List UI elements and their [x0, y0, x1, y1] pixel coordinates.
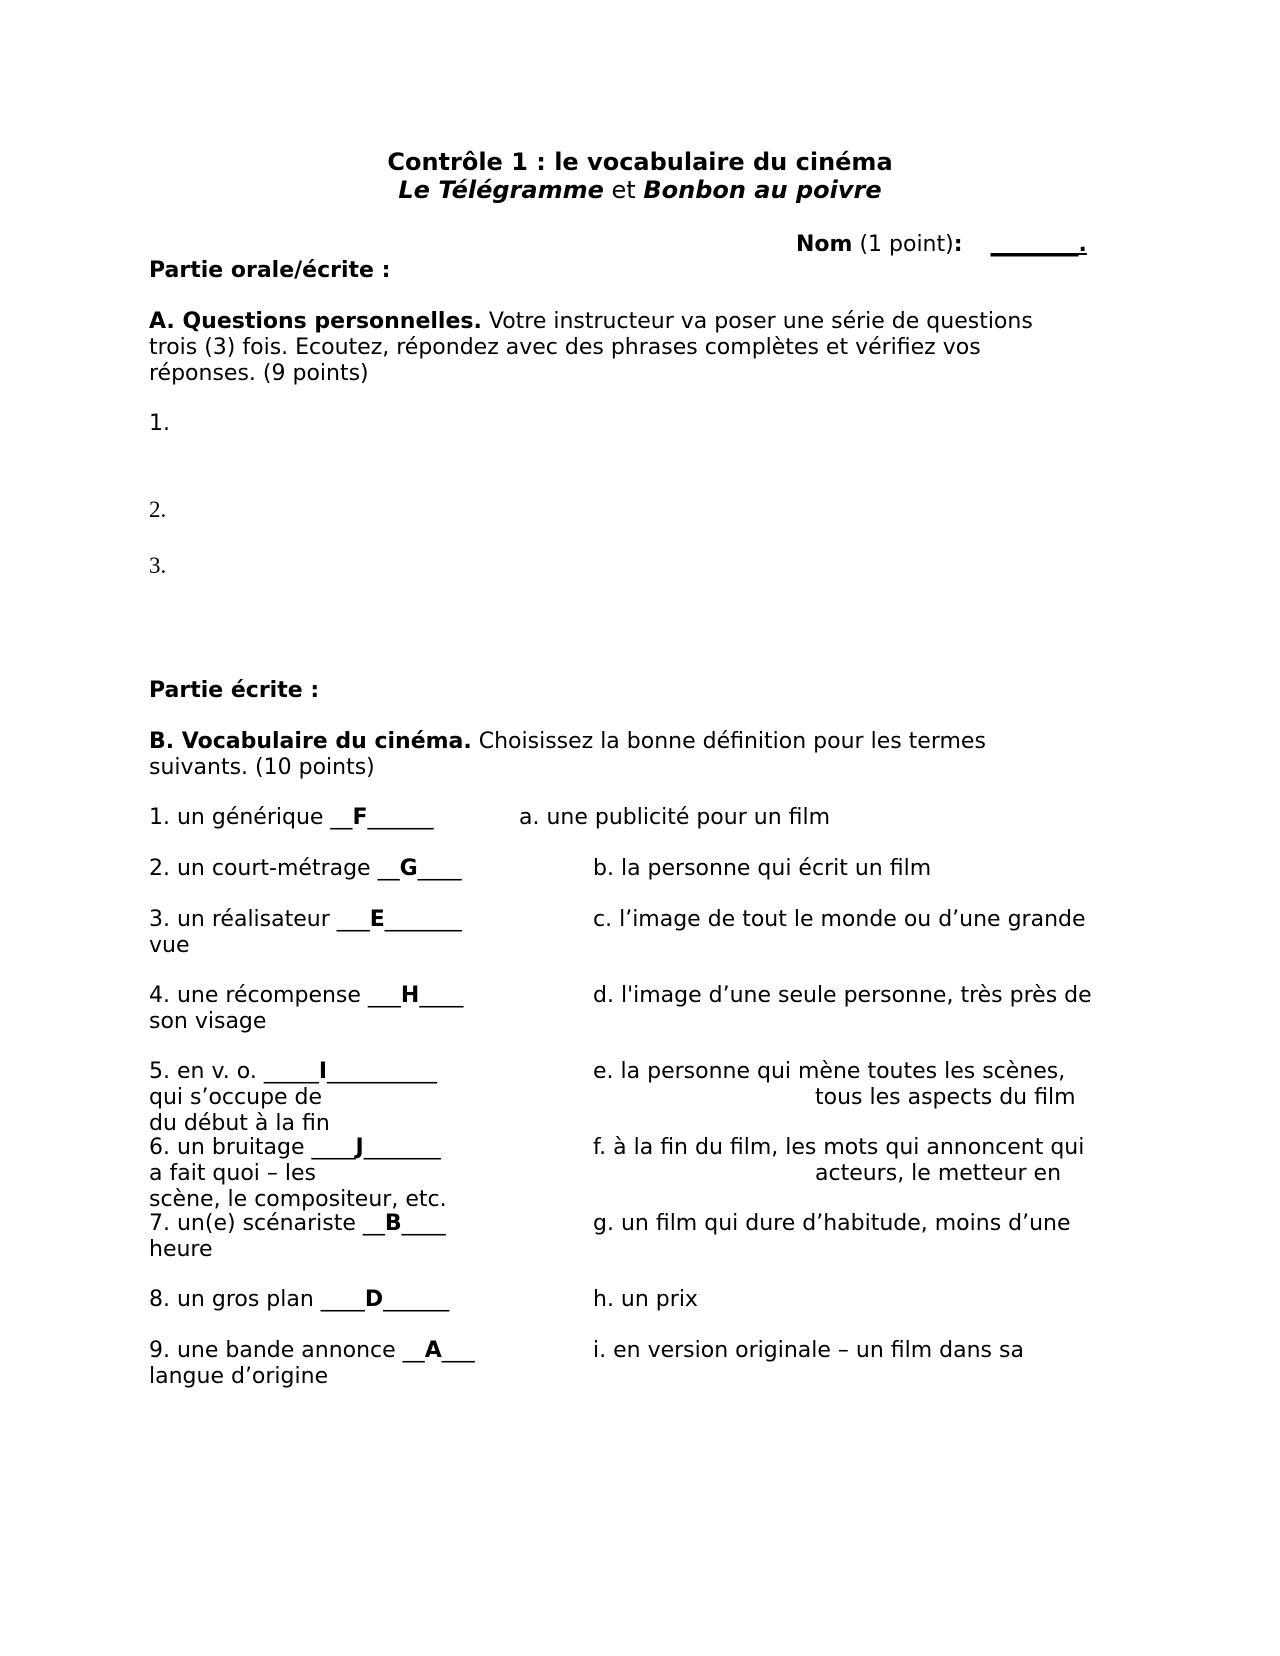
- name-field: [796, 234, 1087, 256]
- answer-7[interactable]: B: [384, 1211, 402, 1236]
- section-b-line-1: B. Vocabulaire du cinéma. Choisissez la bonne définition pour les termes: [149, 729, 986, 754]
- term-2: 2. un court-métrage __G____: [149, 856, 462, 881]
- answer-3[interactable]: E: [369, 907, 385, 932]
- term-9-wrap: langue d’origine: [149, 1364, 329, 1389]
- term-5: 5. en v. o. _____I__________: [149, 1059, 437, 1084]
- section-b-label: B. Vocabulaire du cinéma.: [149, 729, 472, 754]
- term-4-wrap: son visage: [149, 1009, 267, 1034]
- term-3: 3. un réalisateur ___E_______: [149, 907, 462, 932]
- definition-h: h. un prix: [593, 1287, 698, 1312]
- term-3-wrap: vue: [149, 933, 190, 958]
- subtitle-film-2: Bonbon au poivre: [643, 176, 882, 204]
- term-5-wrap: qui s’occupe de: [149, 1085, 323, 1110]
- subtitle-and: et: [603, 176, 644, 204]
- name-colon: :: [953, 232, 963, 257]
- answer-2[interactable]: G: [399, 856, 418, 881]
- definition-a: a. une publicité pour un film: [519, 805, 831, 830]
- section-a-label: A. Questions personnelles.: [149, 309, 482, 334]
- term-7: 7. un(e) scénariste __B____: [149, 1211, 446, 1236]
- answer-1[interactable]: F: [352, 805, 368, 830]
- term-8: 8. un gros plan ____D______: [149, 1287, 450, 1312]
- answer-9[interactable]: A: [424, 1338, 442, 1363]
- term-6-wrap: a fait quoi – les: [149, 1161, 317, 1186]
- definition-e-cont: tous les aspects du film: [815, 1085, 1076, 1110]
- name-blank[interactable]: ________.: [990, 232, 1087, 257]
- term-9: 9. une bande annonce __A___: [149, 1338, 475, 1363]
- definition-g: g. un film qui dure d’habitude, moins d’une: [593, 1211, 1071, 1236]
- term-6: 6. un bruitage ____J_______: [149, 1135, 441, 1160]
- definition-b: b. la personne qui écrit un film: [593, 856, 932, 881]
- part-written-heading: Partie écrite :: [149, 678, 320, 703]
- name-label: Nom: [796, 232, 853, 257]
- definition-c: c. l’image de tout le monde ou d’une grande: [593, 907, 1086, 932]
- part-oral-heading: Partie orale/écrite :: [149, 258, 391, 283]
- subtitle-film-1: Le Télégramme: [398, 176, 604, 204]
- term-7-wrap: heure: [149, 1237, 213, 1262]
- term-5-wrap-2: du début à la fin: [149, 1111, 330, 1136]
- section-a-line-1: A. Questions personnelles. Votre instructeur va poser une série de questions: [149, 309, 1033, 334]
- answer-4[interactable]: H: [400, 983, 420, 1008]
- term-6-wrap-2: scène, le compositeur, etc.: [149, 1187, 447, 1212]
- question-1-number: 1.: [149, 411, 170, 436]
- answer-8[interactable]: D: [364, 1287, 384, 1312]
- question-3-number: 3.: [149, 553, 167, 578]
- name-points: (1 point): [852, 232, 954, 257]
- section-a-line-3: réponses. (9 points): [149, 361, 369, 386]
- section-b-line-2: suivants. (10 points): [149, 755, 375, 780]
- definition-e: e. la personne qui mène toutes les scènes,: [593, 1059, 1066, 1084]
- answer-6[interactable]: J: [355, 1135, 364, 1160]
- definition-d: d. l'image d’une seule personne, très près de: [593, 983, 1092, 1008]
- document-title: Contrôle 1 : le vocabulaire du cinéma: [387, 148, 893, 176]
- definition-i: i. en version originale – un film dans sa: [593, 1338, 1024, 1363]
- document-subtitle: [0, 178, 1280, 202]
- definition-f-cont: acteurs, le metteur en: [815, 1161, 1062, 1186]
- answer-5[interactable]: I: [318, 1059, 327, 1084]
- term-1: 1. un générique __F______: [149, 805, 434, 830]
- section-a-line-2: trois (3) fois. Ecoutez, répondez avec des phrases complètes et vérifiez vos: [149, 335, 981, 360]
- question-2-number: 2.: [149, 497, 167, 522]
- definition-f: f. à la fin du film, les mots qui annoncent qui: [593, 1135, 1085, 1160]
- term-4: 4. une récompense ___H____: [149, 983, 464, 1008]
